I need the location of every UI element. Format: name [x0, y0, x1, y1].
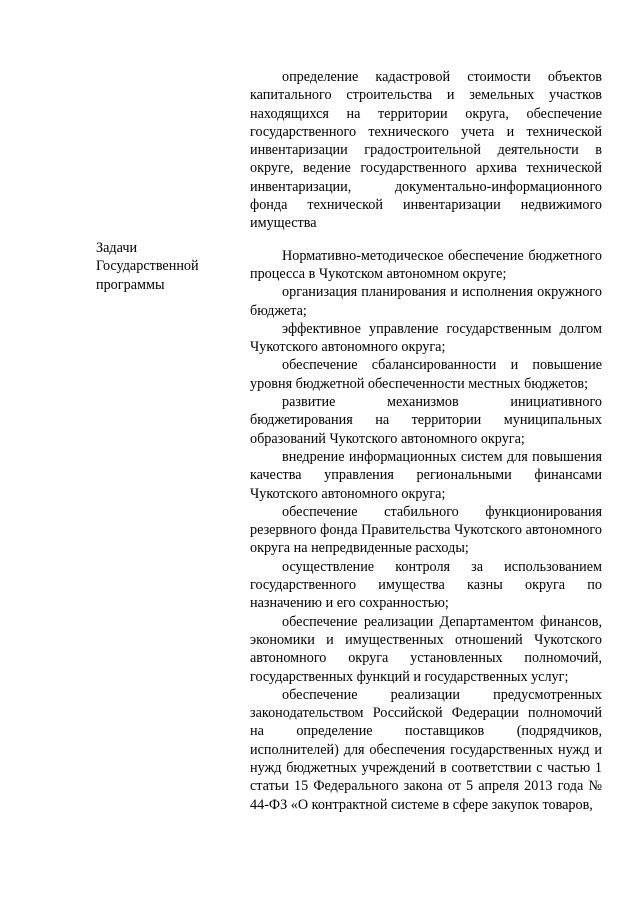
task-item: обеспечение сбалансированности и повышение уровня бюджетной обеспеченности местных бюджетов;: [250, 357, 602, 392]
task-item: развитие механизмов инициативного бюджетирования на территории муниципальных образований Чукотского автономного округа;: [250, 394, 602, 447]
content-column: [250, 68, 602, 814]
task-item: эффективное управление государственным долгом Чукотского автономного округа;: [250, 320, 602, 356]
tasks-label: [96, 239, 236, 294]
task-item: обеспечение реализации предусмотренных законодательством Российской Федерации полномочий на определение поставщиков (подрядчиков, исполнителей) для обеспечения государственных нужд и нужд бюджетных учреждений в соответствии с частью 1 статьи 15 Федерального закона от 5 апреля 2013 года № 44-ФЗ «О контрактной системе в сфере закупок товаров,: [250, 686, 602, 813]
task-item: осуществление контроля за использованием государственного имущества казны округа по назначению и его сохранностью;: [250, 558, 602, 612]
tasks-label-line: Задачи: [96, 240, 138, 256]
tasks-label-line: программы: [96, 276, 165, 293]
task-item: организация планирования и исполнения окружного бюджета;: [250, 284, 602, 319]
task-item: обеспечение стабильного функционирования резервного фонда Правительства Чукотского автономного округа на непредвиденные расходы;: [250, 503, 602, 557]
task-item: внедрение информационных систем для повышения качества управления региональными финансами Чукотского автономного округа;: [250, 448, 602, 502]
section-gap: [250, 233, 602, 247]
tasks-label-line: Государственной: [96, 258, 199, 275]
task-item: обеспечение реализации Департаментом финансов, экономики и имущественных отношений Чукотского автономного округа установленных полномочий, государственных функций и государственных услуг;: [250, 613, 602, 685]
task-item: Нормативно-методическое обеспечение бюджетного процесса в Чукотском автономном округе;: [250, 247, 602, 282]
intro-paragraph: определение кадастровой стоимости объектов капитального строительства и земельных участков находящихся на территории округа, обеспечение государственного технического учета и технической инвентаризации градостроительной деятельности в округе, ведение государственного архива технической инвентаризации, документально-информационного фонда технической инвентаризации недвижимого имущества: [250, 69, 602, 232]
